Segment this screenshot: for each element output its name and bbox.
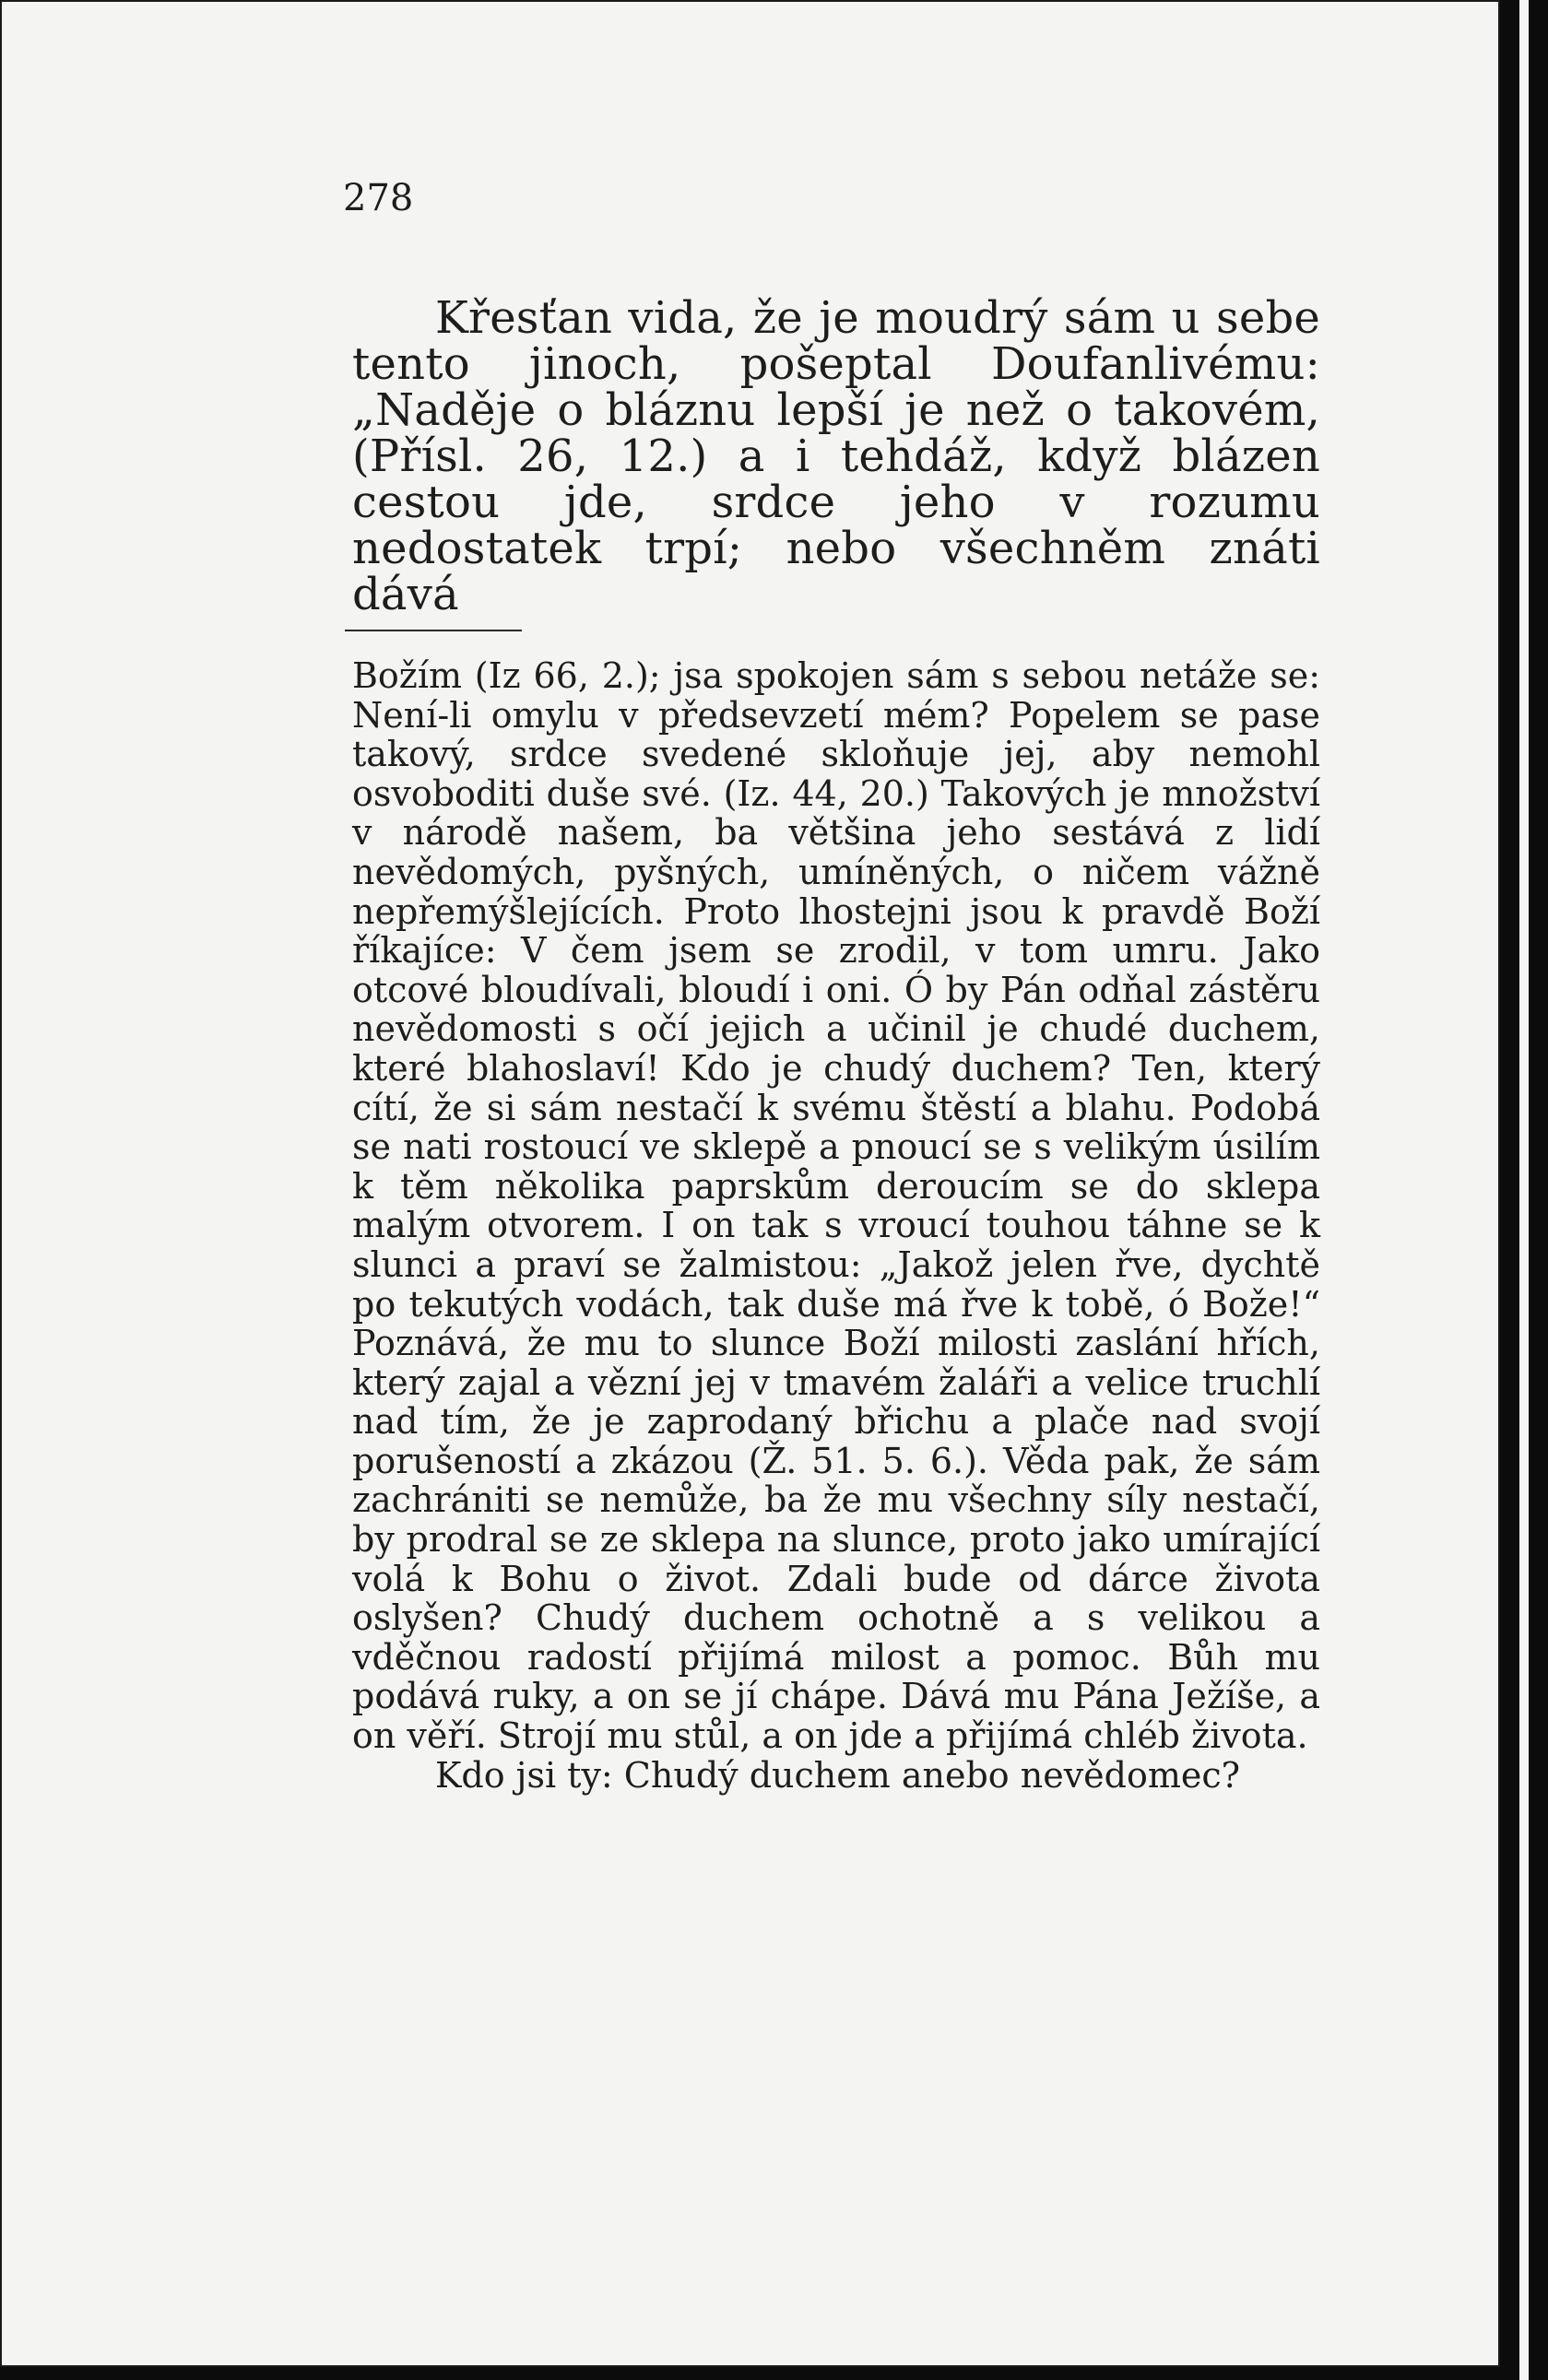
footnote-separator	[345, 630, 522, 631]
footnote-paragraph: Božím (Iz 66, 2.); jsa spokojen sám s sebou netáže se: Není-li omylu v předsevzetí mém? Popelem se pase takový, srdce svedené skloňuje jej, aby nemohl osvoboditi duše své. (Iz. 44, 20.) Takových je množství v národě našem, ba většina jeho sestává z lidí nevědomých, pyšných, umíněných, o ničem vážně nepřemýšlejících. Proto lhostejni jsou k pravdě Boží říkajíce: V čem jsem se zrodil, v tom umru. Jako otcové bloudívali, bloudí i oni. Ó by Pán odňal zástěru nevědomosti s očí jejich a učinil je chudé duchem, které blahoslaví! Kdo je chudý duchem? Ten, který cítí, že si sám nestačí k svému štěstí a blahu. Podobá se nati rostoucí ve sklepě a pnoucí se s velikým úsilím k těm několika paprskům deroucím se do sklepa malým otvorem. I on tak s vroucí touhou táhne se k slunci a praví se žalmistou: „Jakož jelen řve, dychtě po tekutých vodách, tak duše má řve k tobě, ó Bože!“ Poznává, že mu to slunce Boží milosti zaslání hřích, který zajal a vězní jej v tmavém žaláři a velice truchlí nad tím, že je zaprodaný břichu a plače nad svojí porušeností a zkázou (Ž. 51. 5. 6.). Věda pak, že sám zachrániti se nemůže, ba že mu všechny síly nestačí, by prodral se ze sklepa na slunce, proto jako umírající volá k Bohu o život. Zdali bude od dárce života oslyšen? Chudý duchem ochotně a s velikou a vděčnou radostí přijímá milost a pomoc. Bůh mu podává ruky, a on se jí chápe. Dává mu Pána Ježíše, a on věří. Strojí mu stůl, a on jde a přijímá chléb života.	[352, 655, 1320, 1757]
closing-question: Kdo jsi ty: Chudý duchem anebo nevědomec?	[435, 1754, 1241, 1796]
footnote-text	[352, 656, 1320, 1795]
main-text	[352, 292, 1320, 620]
scan-edge-strip	[1519, 0, 1529, 2380]
main-paragraph: Křesťan vida, že je moudrý sám u sebe tento jinoch, pošeptal Doufanlivému: „Naděje o bláznu lepší je než o takovém, (Přísl. 26, 12.) a i tehdáž, když blázen cestou jde, srdce jeho v rozumu nedostatek trpí; nebo všechněm znáti dává	[352, 292, 1320, 620]
page-number: 278	[343, 177, 414, 219]
